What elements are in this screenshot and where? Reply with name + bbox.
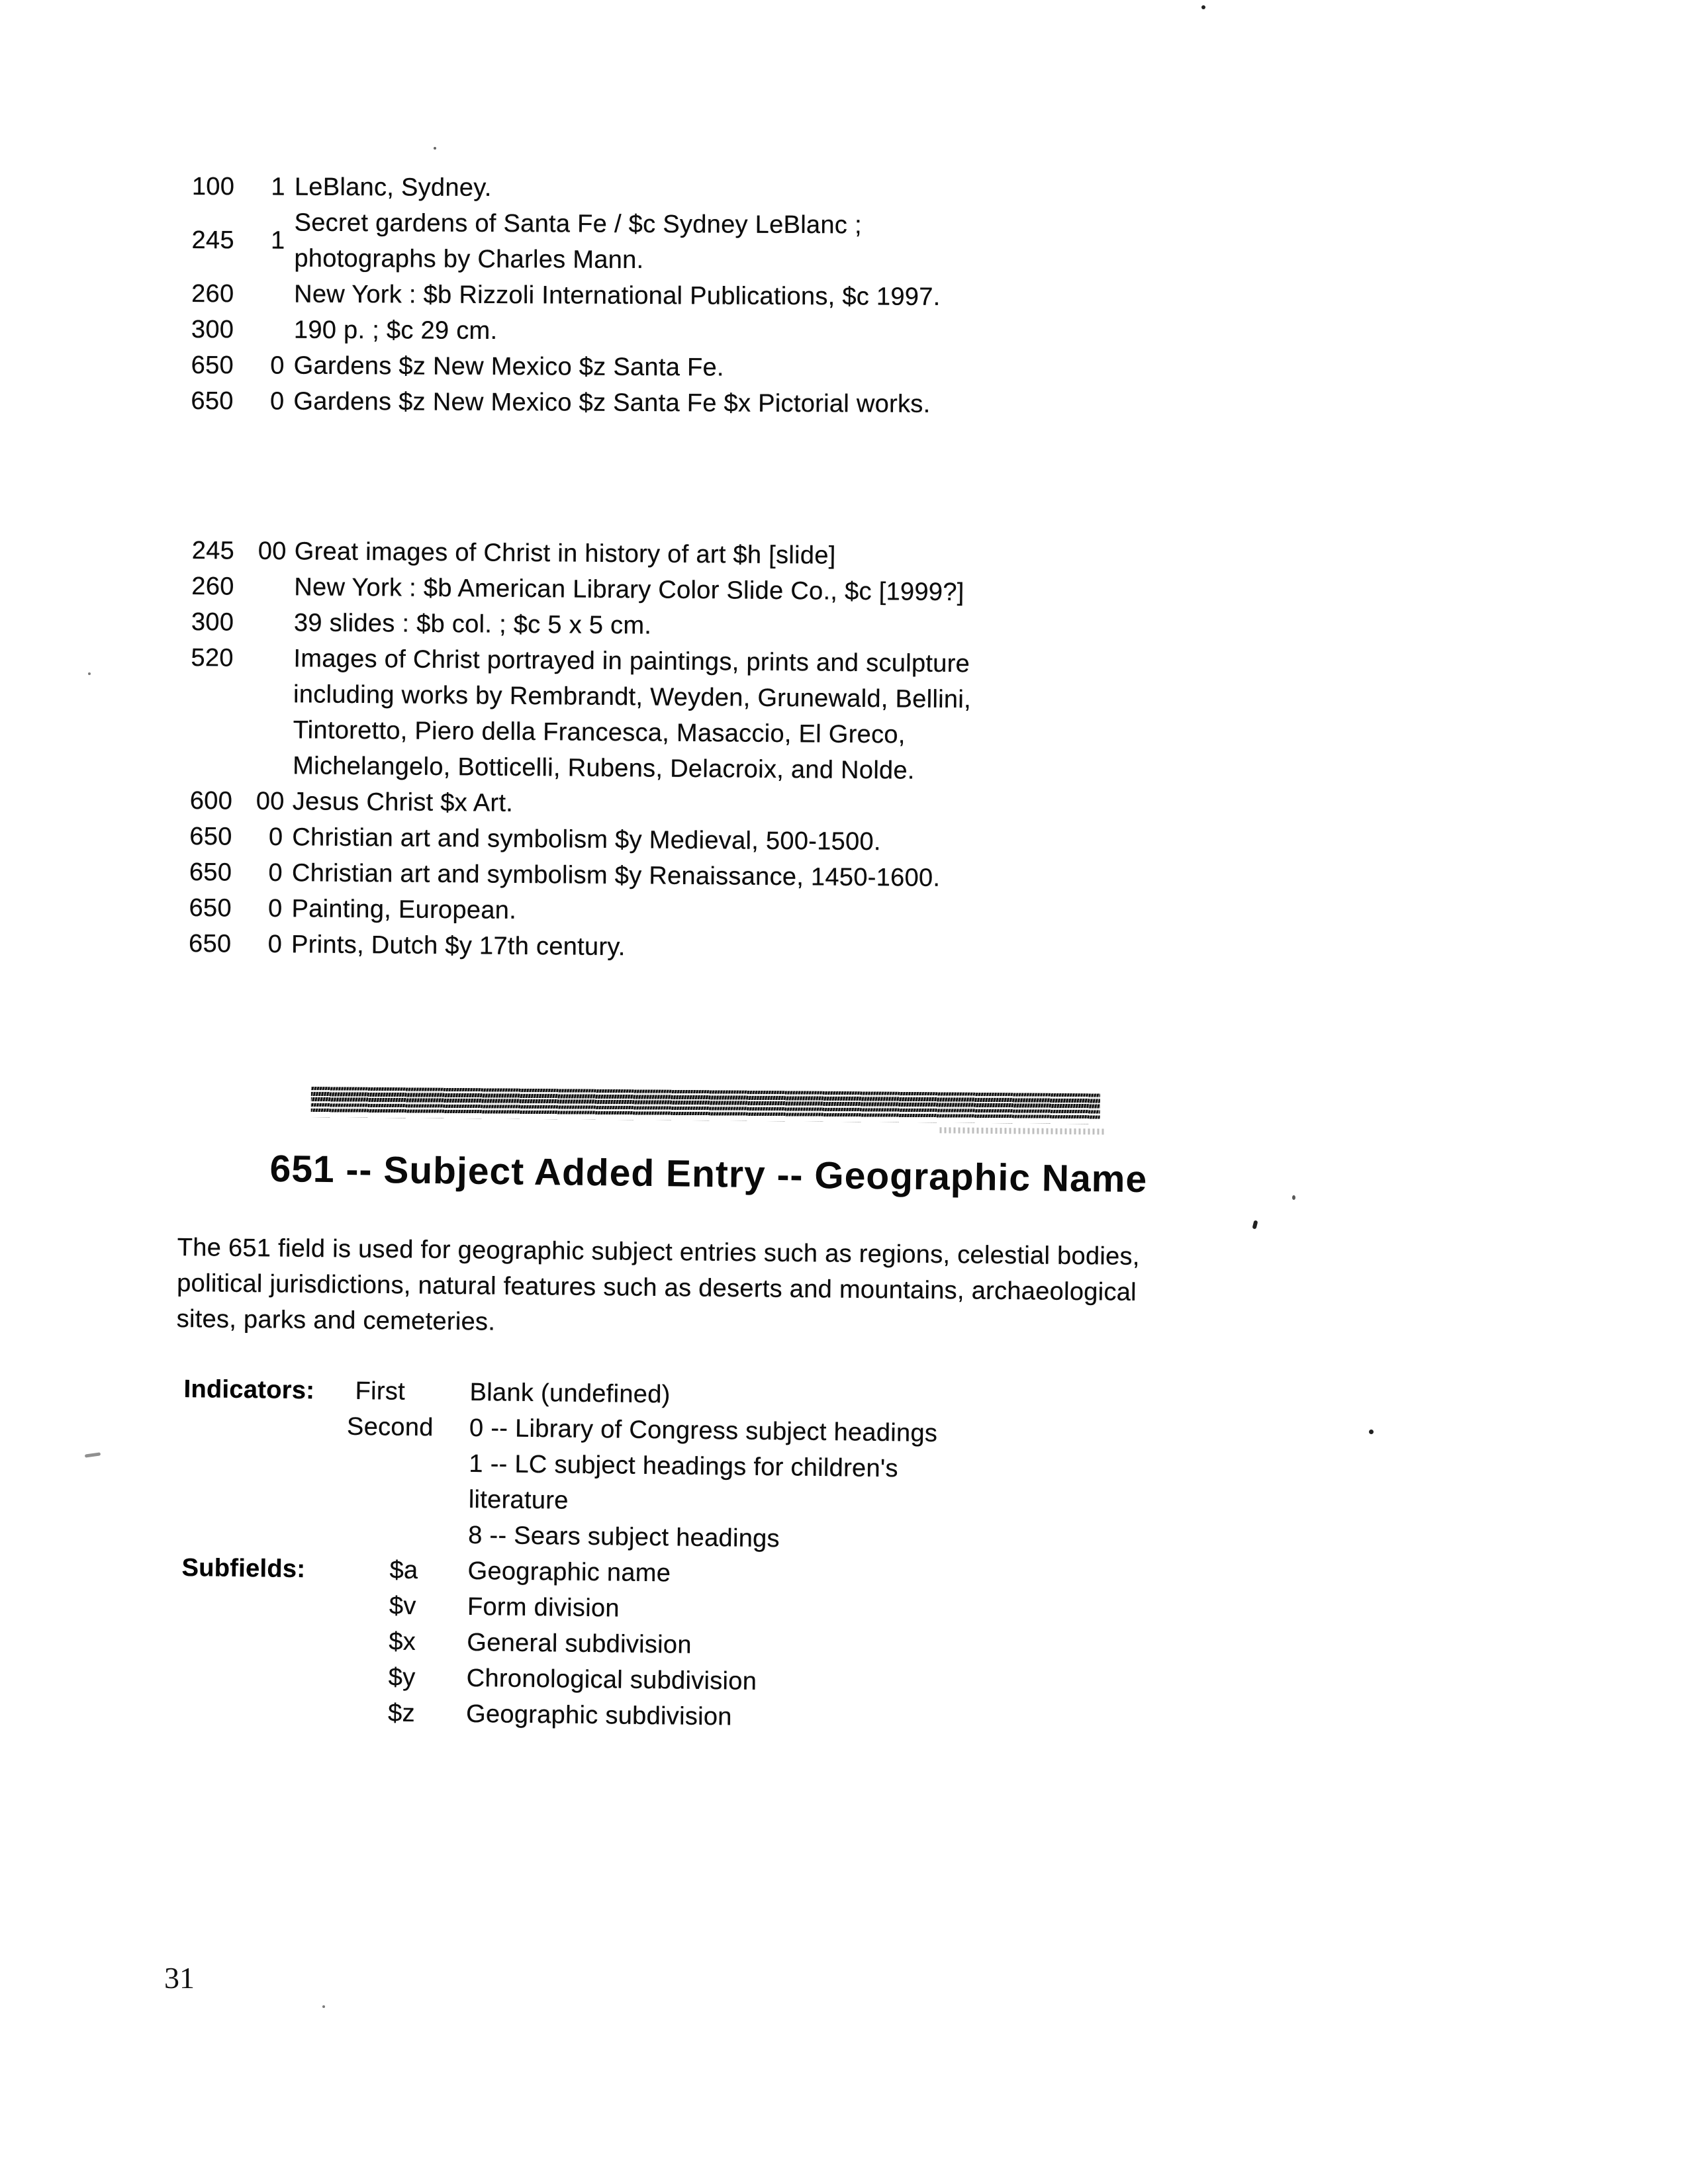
marc-value: New York : $b American Library Color Slide Co., $c [1999?] <box>294 573 964 607</box>
scan-speck <box>434 147 436 150</box>
marc-indicator: 0 <box>268 858 283 887</box>
marc-tag: 245 <box>191 226 234 255</box>
scan-speck <box>85 1452 101 1457</box>
subfield-code: $x <box>389 1627 416 1656</box>
description-line: sites, parks and cemeteries. <box>176 1304 496 1336</box>
subfield-code: $v <box>389 1592 416 1621</box>
scan-speck <box>322 2005 325 2008</box>
subfield-description: Chronological subdivision <box>466 1664 757 1696</box>
page-number: 31 <box>164 1961 195 1995</box>
indicator-second-value: 1 -- LC subject headings for children's <box>469 1449 899 1483</box>
marc-field-row <box>191 569 972 610</box>
marc-tag: 650 <box>188 929 232 958</box>
marc-tag: 245 <box>191 536 235 565</box>
marc-indicator: 0 <box>267 930 283 959</box>
marc-value: 39 slides : $b col. ; $c 5 x 5 cm. <box>293 609 652 640</box>
indicator-second-value: 0 -- Library of Congress subject headings <box>469 1414 938 1447</box>
scan-speck <box>1201 5 1205 9</box>
marc-indicator: 0 <box>269 387 285 416</box>
marc-tag: 650 <box>191 387 234 416</box>
marc-tag: 520 <box>191 643 234 672</box>
marc-indicator: 0 <box>267 894 283 923</box>
indicator-second-value: 8 -- Sears subject headings <box>467 1521 780 1553</box>
marc-field-row <box>192 169 941 208</box>
scan-speck <box>1292 1195 1295 1200</box>
subfields-label: Subfields: <box>181 1553 306 1584</box>
subfield-description: Geographic subdivision <box>465 1700 732 1731</box>
field-heading: 651 -- Subject Added Entry -- Geographic Name <box>269 1147 1148 1201</box>
indicator-first-value: Blank (undefined) <box>469 1378 671 1409</box>
marc-indicator: 00 <box>256 787 285 816</box>
marc-tag: 600 <box>189 786 233 815</box>
scan-speck <box>88 672 91 675</box>
marc-value: Images of Christ portrayed in paintings, prints and sculpture including works by Rembrandt, Weyden, Grunewald, Bellini, Tintoretto, Piero della Francesca, Masaccio, El Greco, Michelangelo, Botticelli, Rubens, Delacroix, and Nolde. <box>293 645 972 785</box>
marc-tag: 300 <box>191 315 234 344</box>
description-line: political jurisdictions, natural features such as deserts and mountains, archaeological <box>177 1269 1137 1306</box>
marc-indicator: 1 <box>270 226 285 255</box>
marc-value: New York : $b Rizzoli International Publications, $c 1997. <box>294 280 941 311</box>
marc-field-row <box>191 312 941 351</box>
marc-field-row <box>191 205 941 279</box>
marc-value: Gardens $z New Mexico $z Santa Fe. <box>293 351 724 382</box>
marc-value: 190 p. ; $c 29 cm. <box>293 316 498 345</box>
marc-indicator: 1 <box>271 173 285 201</box>
marc-field-row <box>190 783 970 825</box>
scan-speck <box>1252 1220 1258 1229</box>
marc-value: Secret gardens of Santa Fe / $c Sydney LeBlanc ; photographs by Charles Mann. <box>294 208 862 274</box>
marc-field-row <box>189 926 969 968</box>
marc-tag: 650 <box>189 893 232 923</box>
marc-indicator: 00 <box>258 537 287 566</box>
marc-value: Painting, European. <box>291 895 517 925</box>
description-line: The 651 field is used for geographic subject entries such as regions, celestial bodies, <box>177 1233 1140 1271</box>
marc-tag: 100 <box>191 172 235 201</box>
marc-tag: 650 <box>191 351 234 380</box>
marc-value: Jesus Christ $x Art. <box>292 788 514 817</box>
indicators-subfields-block <box>180 1371 1177 1753</box>
subfield-code: $a <box>389 1556 418 1585</box>
subfield-description: General subdivision <box>467 1628 692 1659</box>
marc-field-row <box>189 819 970 860</box>
marc-field-row <box>191 383 940 422</box>
marc-field-row <box>191 604 972 646</box>
subfield-code: $y <box>388 1663 416 1692</box>
marc-tag: 300 <box>191 608 234 637</box>
marc-indicator: 0 <box>270 351 285 380</box>
marc-value: Christian art and symbolism $y Medieval, 500-1500. <box>292 823 881 856</box>
indicator-first-label: First <box>355 1377 406 1406</box>
marc-field-row <box>189 890 969 932</box>
marc-value: Prints, Dutch $y 17th century. <box>291 931 626 962</box>
marc-field-row <box>192 533 972 574</box>
marc-field-row <box>189 854 970 896</box>
marc-field-row <box>191 347 941 387</box>
indicator-second-label: Second <box>346 1412 434 1442</box>
field-description <box>176 1230 1140 1346</box>
marc-value: Christian art and symbolism $y Renaissance, 1450-1600. <box>291 859 941 892</box>
marc-value: Great images of Christ in history of art $h [slide] <box>294 537 836 570</box>
marc-field-row <box>191 276 941 315</box>
indicators-label: Indicators: <box>183 1375 315 1405</box>
marc-record-example-2 <box>189 533 972 968</box>
marc-record-example-1 <box>191 169 941 422</box>
subfield-description: Geographic name <box>467 1557 671 1588</box>
marc-tag: 260 <box>191 572 234 601</box>
marc-tag: 650 <box>189 858 232 887</box>
marc-tag: 650 <box>189 822 232 851</box>
subfield-code: $z <box>387 1699 416 1727</box>
scan-speck <box>1369 1430 1374 1434</box>
marc-value: LeBlanc, Sydney. <box>294 173 492 202</box>
marc-indicator: 0 <box>268 823 283 852</box>
marc-tag: 260 <box>191 279 234 308</box>
subfield-description: Form division <box>467 1592 620 1623</box>
marc-field-row <box>190 640 972 789</box>
section-divider-rule <box>311 1087 1100 1124</box>
marc-value: Gardens $z New Mexico $z Santa Fe $x Pictorial works. <box>293 387 931 418</box>
indicator-second-value: literature <box>468 1485 569 1515</box>
